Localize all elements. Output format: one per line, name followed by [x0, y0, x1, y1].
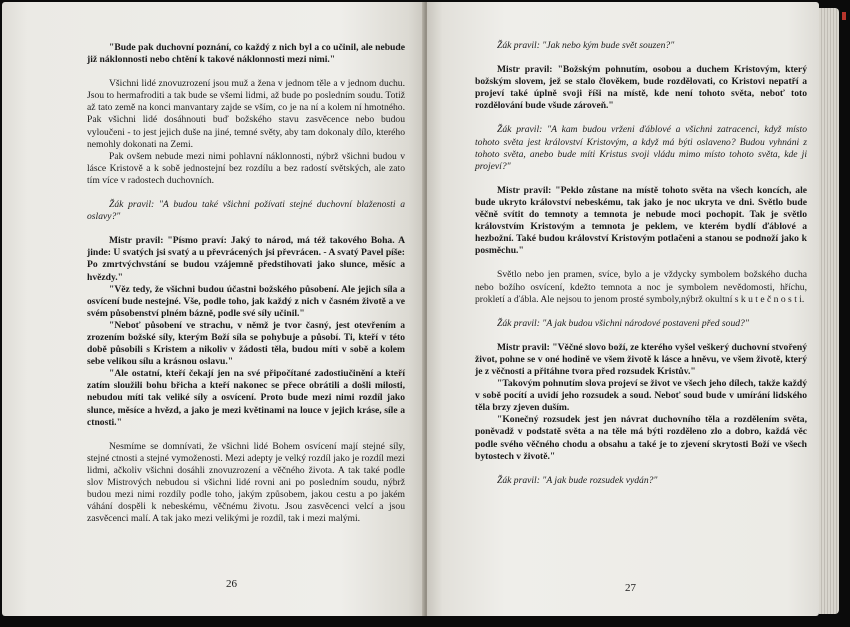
- paragraph: Žák pravil: "Jak nebo kým bude svět souzen?": [497, 40, 675, 51]
- paragraph: Mistr pravil: "Božským pohnutím, osobou a duchem Kristovým, který božským slovem, jež se stalo člověkem, bude rozdělovati, co Kristovi nepatří a projeví také úplně svoji říši na místě, kde není tohoto světa, neboť toto rozdělování bude všude zároveň.": [475, 64, 807, 112]
- left-page-text: [87, 42, 405, 525]
- paragraph-gap: [87, 429, 405, 441]
- paragraph-gap: [475, 173, 807, 185]
- paragraph: "Neboť působení ve strachu, v němž je tvor časný, jest otevřením a zrozením božské síly, kterým Boží síla se pohybuje a působí. Ti, kteří v této době působili s Kristem a nikoliv v žádosti těla, budou míti v sobě a kolem sebe velikou sílu a krásnou oslavu.": [87, 319, 405, 368]
- paragraph-gap: [475, 463, 807, 475]
- paragraph: Žák pravil: "A budou také všichni požívati stejné duchovní blaženosti a oslavy?": [87, 199, 405, 223]
- paragraph: Žák pravil: "A jak budou všichni národové postaveni před soud?": [497, 317, 749, 329]
- paragraph-gap: [475, 330, 807, 342]
- right-page-number: 27: [625, 582, 636, 594]
- paragraph: Světlo nebo jen pramen, svíce, bylo a je vždycky symbolem božského ducha nebo božího osvícení, kdežto temnota a noc je symbolem nevědomosti, hříchu, prokletí a ďábla. Ale nejsou to jenom prosté symboly,nýbrž okultní s k u t e č n o s t i.: [475, 269, 807, 305]
- paragraph: Pak ovšem nebude mezi nimi pohlavní náklonnosti, nýbrž všichni budou v lásce Kristově a k sobě jednostejní bez rozdílu a bez radostí světských, ale zato tím více v radostech duchovních.: [87, 150, 405, 186]
- paragraph: Žák pravil: "A kam budou vrženi ďáblové a všichni zatracenci, když místo tohoto světa jest království Kristovým, a když má býti oslaveno? Budou vyhnáni z tohoto světa, anebo bude míti Kristus svoji vládu mimo místo tohoto světa, kde ji projeví?": [475, 124, 807, 172]
- paragraph: Všichni lidé znovuzrození jsou muž a žena v jednom těle a v jednom duchu. Jsou to hermafroditi a tak bude se všemi lidmi, až bude po posledním soudu. Totiž až tato země na konci manvantary zajde se vším, co je na ní a kolem ní hmotného. Pak všichni lidé dosáhnouti buď božského stavu zasvěcence nebo budou vyloučeni - to jest jejich duše na jiné, temné světy, aby tam dokonaly dílo, kterého nemohly dokonati na Zemi.: [87, 78, 405, 150]
- paragraph-gap: [475, 306, 807, 318]
- paragraph-gap: [87, 66, 405, 78]
- paragraph: Žák pravil: "A jak bude rozsudek vydán?": [497, 474, 658, 486]
- paragraph: Nesmíme se domnívati, že všichni lidé Bohem osvícení mají stejné síly, stejné ctnosti a stejné vymoženosti. Mezi adepty je velký rozdíl jako je rozdíl mezi lidmi, ačkoliv všichni dosáhli znovuzrození a věčného života. A tak také podle slov Mistrových nebudou si všichni lidé rovni ani po posledním soudu, nýbrž budou mezi nimi rozdíly podle toho, jakým způsobem, jakou cestu a po jakém váhání dospěli k nebeskému, věčnému životu. Jsou zasvěcenci velcí a jsou zasvěcenci malí. A tak jako mezi velikými je rozdíl, tak i mezi malými.: [87, 440, 405, 525]
- open-book: [2, 2, 844, 620]
- paragraph: "Konečný rozsudek jest jen návrat duchovního těla a rozdělením světa, poněvadž v podstatě světa a na těle má býti rozděleno zlo a dobro, každá věc podle svého věčného chodu a obsahu a také je to zjevení skrytosti Boží ve všech bytostech v životě.": [475, 414, 807, 462]
- paragraph: "Věz tedy, že všichni budou účastni božského působení. Ale jejich síla a osvícení bude nestejné. Vše, podle toho, jak každý z nich v časném životě a ve svém působenství plném bázně, podle své síly učinil.": [87, 283, 405, 319]
- paragraph: "Takovým pohnutím slova projeví se život ve všech jeho dílech, takže každý v sobě pocítí a uvidí jeho rozsudek a soud. Neboť soud bude v umírání lidského těla brzy zjeven duším.: [475, 378, 807, 414]
- paragraph-gap: [87, 187, 405, 199]
- paragraph-gap: [475, 112, 807, 124]
- paragraph: "Bude pak duchovní poznání, co každý z nich byl a co učinil, ale nebude již náklonnosti nebo chtění k takové náklonnosti mezi nimi.": [87, 42, 405, 66]
- page-edges: [819, 8, 839, 614]
- left-page-number: 26: [226, 578, 237, 590]
- paragraph-gap: [87, 223, 405, 235]
- right-page: [427, 2, 819, 616]
- paragraph: "Ale ostatní, kteří čekají jen na své připočítané zadostiučinění a kteří zatím sloužili bohu břicha a kteří nakonec se přece obrátili a došli milosti, nebudou míti tak veliké síly a osvícení. Proto bude mezi nimi rozdíl jako slunce, měsíce a hvězd, a jako je mezi květinami na louce v jejich kráse, síle a ctnosti.": [87, 368, 405, 428]
- paragraph: Mistr pravil: "Věčné slovo boží, ze kterého vyšel veškerý duchovní stvořený život, pohne se v oné hodině ve všem životě k lásce a hněvu, ve všem životě, který je z věčnosti a přitáhne tvora před rozsudek Kristův.": [475, 341, 807, 377]
- paragraph-gap: [475, 52, 807, 64]
- paragraph: Mistr pravil: "Písmo praví: Jaký to národ, má též takového Boha. A jinde: U svatých jsi svatý a u převrácených jsi převrácen. - A svatý Pavel píše: Po zmrtvýchvstání se budou vzájemně předstihovati jako slunce, měsíc a hvězdy.": [87, 235, 405, 283]
- left-page: [2, 2, 425, 616]
- paragraph: Mistr pravil: "Peklo zůstane na místě tohoto světa na všech koncích, ale bude ukryto království nebeskému, tak jako je noc ukryta ve dni. Světlo bude věčně svítit do temnoty a temnota je nebude moci pochopit. Tak je světlo královstvím Kristovým a temnota je peklem, ve kterém bydlí ďáblové a hezbožní. Také budou království Kristovým potlačeni a stanou se podnoží jako k posměchu.": [475, 184, 807, 257]
- right-page-text: [475, 40, 807, 487]
- bookmark-ribbon: [842, 12, 846, 20]
- paragraph-gap: [475, 257, 807, 269]
